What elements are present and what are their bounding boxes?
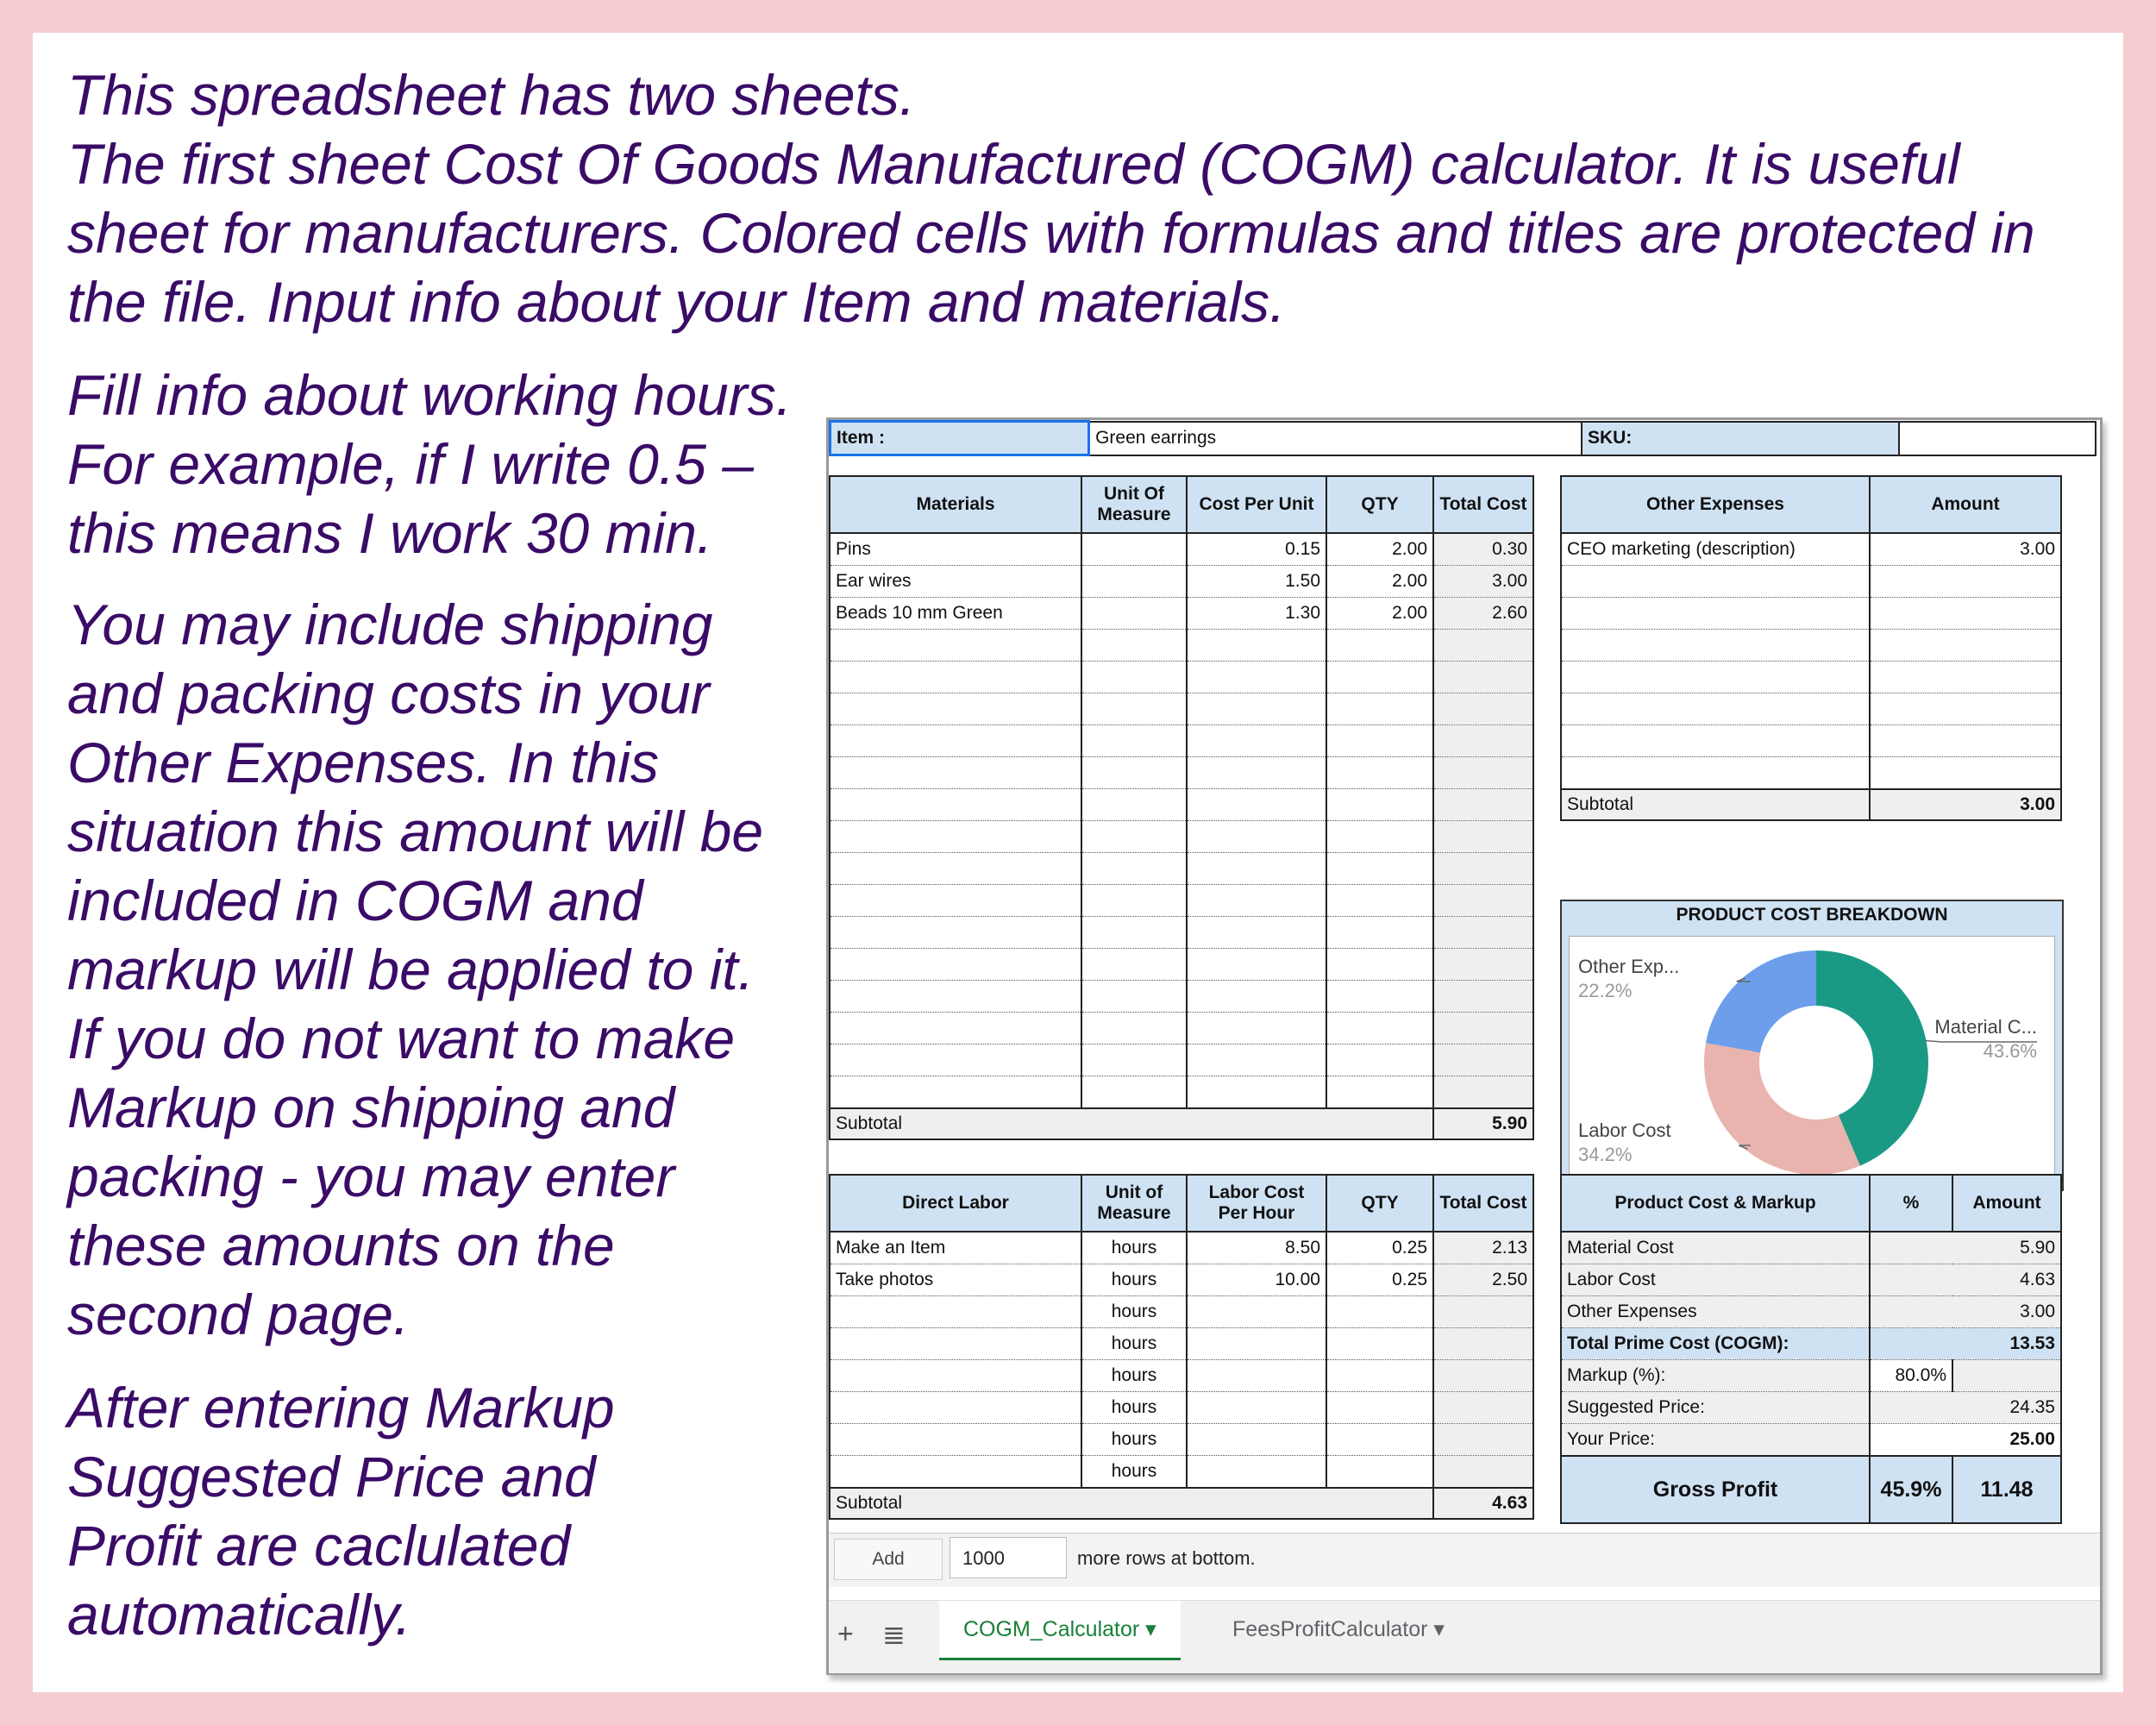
materials-cell[interactable] (1326, 757, 1433, 789)
labor-cell[interactable] (1187, 1360, 1326, 1392)
table-row (830, 533, 1533, 566)
table-row (830, 885, 1533, 917)
intro-text (67, 60, 2128, 336)
labor-cell: 2.50 (1433, 1264, 1533, 1296)
add-rows-button[interactable]: Add (834, 1539, 943, 1580)
materials-cell (1433, 757, 1533, 789)
slice-label: Labor Cost (1578, 1120, 1671, 1141)
labor-cell[interactable] (1187, 1296, 1326, 1328)
other-expenses-cell[interactable] (1870, 630, 2061, 662)
labor-cell[interactable]: hours (1081, 1264, 1187, 1296)
table-row (1561, 757, 2061, 790)
materials-header-4: Total Cost (1433, 476, 1533, 533)
labor-cell[interactable]: hours (1081, 1232, 1187, 1264)
subtotal-label: Subtotal (1561, 789, 1870, 820)
intro-line-4: the file. Input info about your Item and materials. (67, 270, 1286, 334)
materials-subtotal-value: 5.90 (1433, 1108, 1533, 1139)
materials-cell[interactable]: Pins (830, 533, 1081, 566)
materials-cell[interactable] (830, 789, 1081, 821)
materials-cell[interactable] (1187, 1044, 1326, 1076)
materials-cell (1433, 949, 1533, 981)
materials-cell[interactable]: 0.15 (1187, 533, 1326, 566)
other-expenses-header-0: Other Expenses (1561, 476, 1870, 533)
summary-header-amount: Amount (1952, 1175, 2061, 1232)
materials-cell[interactable] (1081, 566, 1187, 598)
materials-cell[interactable] (1081, 981, 1187, 1013)
materials-cell (1433, 917, 1533, 949)
table-row (830, 757, 1533, 789)
all-sheets-menu-icon[interactable]: ≣ (882, 1619, 906, 1650)
table-row (1561, 630, 2061, 662)
tab-fees-profit-calculator[interactable]: FeesProfitCalculator ▾ (1232, 1617, 1445, 1641)
materials-cell[interactable] (1326, 885, 1433, 917)
materials-cell[interactable] (1187, 662, 1326, 693)
slice-value-label: 22.2% (1578, 980, 1633, 1001)
intro-line-3: sheet for manufacturers. Colored cells with formulas and titles are protected in (67, 201, 2035, 265)
note-line: After entering Markup (67, 1376, 615, 1440)
labor-header-4: Total Cost (1433, 1175, 1533, 1232)
labor-cell[interactable] (830, 1424, 1081, 1456)
labor-cell (1433, 1456, 1533, 1489)
materials-cell[interactable] (1081, 885, 1187, 917)
item-label: Item : (830, 422, 1089, 455)
labor-header-row (830, 1175, 1533, 1232)
tab-cogm-calculator[interactable]: COGM_Calculator ▾ (939, 1601, 1181, 1660)
labor-cell[interactable]: Make an Item (830, 1232, 1081, 1264)
labor-cell[interactable] (830, 1328, 1081, 1360)
chart-plot-area (1569, 936, 2055, 1184)
table-row (830, 917, 1533, 949)
materials-cell (1433, 693, 1533, 725)
materials-cell[interactable]: 2.00 (1326, 533, 1433, 566)
other-expenses-cell[interactable] (1870, 757, 2061, 790)
add-sheet-icon[interactable]: + (837, 1618, 854, 1649)
note-line: If you do not want to make (67, 1007, 736, 1070)
spreadsheet (826, 417, 2103, 1675)
labor-header-0: Direct Labor (830, 1175, 1081, 1232)
material-cost-label: Material Cost (1561, 1232, 1870, 1264)
labor-cell: 2.13 (1433, 1232, 1533, 1264)
labor-cell[interactable] (830, 1392, 1081, 1424)
table-row (830, 1424, 1533, 1456)
materials-cell[interactable] (830, 853, 1081, 885)
labor-cell[interactable]: hours (1081, 1424, 1187, 1456)
summary-header-pct: % (1870, 1175, 1952, 1232)
materials-cell[interactable] (1326, 949, 1433, 981)
other-expenses-cell[interactable] (1870, 598, 2061, 630)
materials-cell[interactable] (1081, 1044, 1187, 1076)
materials-cell (1433, 725, 1533, 757)
labor-cell[interactable]: hours (1081, 1360, 1187, 1392)
materials-header-2: Cost Per Unit (1187, 476, 1326, 533)
materials-cell[interactable] (1326, 821, 1433, 853)
materials-cell[interactable] (1187, 949, 1326, 981)
materials-cell (1433, 1013, 1533, 1044)
table-row (830, 789, 1533, 821)
table-row (830, 725, 1533, 757)
sheet-tab-bar (829, 1600, 2100, 1673)
labor-cell (1433, 1360, 1533, 1392)
other-expenses-table (1560, 475, 2062, 821)
labor-cell[interactable] (1326, 1360, 1433, 1392)
labor-header-2: Labor Cost Per Hour (1187, 1175, 1326, 1232)
subtotal-label: Subtotal (830, 1488, 1433, 1519)
materials-cell[interactable] (830, 885, 1081, 917)
table-row (1561, 533, 2061, 566)
other-expenses-value: 3.00 (1870, 1296, 2061, 1328)
other-expenses-cell[interactable] (1561, 566, 1870, 598)
materials-cell[interactable] (1326, 789, 1433, 821)
materials-cell[interactable] (1081, 662, 1187, 693)
materials-cell[interactable] (830, 662, 1081, 693)
table-row (1561, 566, 2061, 598)
donut-chart-svg (1570, 937, 2054, 1183)
summary-table (1560, 1174, 2062, 1524)
table-row (830, 981, 1533, 1013)
materials-cell[interactable] (1081, 853, 1187, 885)
materials-cell[interactable] (1081, 1076, 1187, 1109)
materials-cell: 0.30 (1433, 533, 1533, 566)
other-expenses-cell[interactable] (1561, 693, 1870, 725)
labor-cell[interactable]: 0.25 (1326, 1264, 1433, 1296)
materials-header-0: Materials (830, 476, 1081, 533)
markup-note (67, 1373, 843, 1649)
table-row (830, 1076, 1533, 1109)
note-line: For example, if I write 0.5 – (67, 432, 754, 496)
materials-cell[interactable] (1081, 789, 1187, 821)
working-hours-note (67, 361, 843, 568)
table-row (830, 853, 1533, 885)
labor-cell[interactable]: hours (1081, 1296, 1187, 1328)
materials-cell[interactable] (830, 949, 1081, 981)
table-row (830, 1232, 1533, 1264)
materials-cell[interactable] (1081, 821, 1187, 853)
materials-cell[interactable] (830, 1013, 1081, 1044)
table-row (830, 1044, 1533, 1076)
materials-cell[interactable] (1326, 662, 1433, 693)
materials-cell[interactable] (1081, 757, 1187, 789)
materials-cell[interactable] (1081, 630, 1187, 662)
other-expenses-subtotal-value: 3.00 (1870, 789, 2061, 820)
materials-cell: 2.60 (1433, 598, 1533, 630)
labor-cell[interactable]: hours (1081, 1328, 1187, 1360)
labor-cell (1433, 1392, 1533, 1424)
item-value-cell[interactable]: Green earrings (1089, 422, 1582, 455)
materials-cell[interactable] (830, 630, 1081, 662)
table-row (1561, 725, 2061, 757)
materials-cell[interactable] (830, 693, 1081, 725)
materials-cell (1433, 1076, 1533, 1109)
materials-cell[interactable] (1081, 1013, 1187, 1044)
suggested-price-value: 24.35 (1870, 1392, 2061, 1424)
materials-header-1: Unit Of Measure (1081, 476, 1187, 533)
labor-cell[interactable] (1187, 1328, 1326, 1360)
labor-cell[interactable] (1326, 1392, 1433, 1424)
note-line: this means I work 30 min. (67, 501, 713, 565)
your-price-label: Your Price: (1561, 1424, 1870, 1457)
materials-cell[interactable] (1326, 1076, 1433, 1109)
materials-cell[interactable] (1187, 917, 1326, 949)
labor-cost-value: 4.63 (1870, 1264, 2061, 1296)
labor-cell[interactable] (830, 1296, 1081, 1328)
materials-cell[interactable] (830, 725, 1081, 757)
materials-cell[interactable] (1187, 789, 1326, 821)
labor-table (829, 1174, 1534, 1520)
other-expenses-header-1: Amount (1870, 476, 2061, 533)
materials-cell[interactable] (830, 917, 1081, 949)
shipping-note (67, 590, 843, 1349)
note-line: and packing costs in your (67, 662, 710, 725)
materials-header-3: QTY (1326, 476, 1433, 533)
materials-cell[interactable] (830, 1076, 1081, 1109)
materials-cell[interactable]: 1.30 (1187, 598, 1326, 630)
other-expenses-cell[interactable] (1870, 693, 2061, 725)
table-row (830, 630, 1533, 662)
content-card (33, 33, 2123, 1692)
table-row (830, 1392, 1533, 1424)
table-row (830, 1013, 1533, 1044)
labor-cell[interactable]: hours (1081, 1456, 1187, 1489)
labor-cell[interactable] (830, 1456, 1081, 1489)
materials-cell[interactable] (1326, 853, 1433, 885)
table-row (830, 1296, 1533, 1328)
your-price-input-cell[interactable]: 25.00 (1870, 1424, 2061, 1457)
materials-cell[interactable]: 2.00 (1326, 566, 1433, 598)
cost-breakdown-chart[interactable] (1560, 900, 2064, 1191)
table-row (830, 821, 1533, 853)
labor-cell[interactable]: hours (1081, 1392, 1187, 1424)
materials-cell[interactable] (1187, 981, 1326, 1013)
materials-cell[interactable] (1187, 821, 1326, 853)
labor-cell[interactable]: 0.25 (1326, 1232, 1433, 1264)
labor-cell[interactable] (1326, 1456, 1433, 1489)
table-row (1561, 693, 2061, 725)
materials-cell[interactable] (830, 981, 1081, 1013)
materials-cell[interactable] (1187, 693, 1326, 725)
materials-cell (1433, 1044, 1533, 1076)
materials-cell[interactable] (830, 757, 1081, 789)
labor-cell[interactable] (1187, 1392, 1326, 1424)
gross-profit-pct: 45.9% (1870, 1456, 1952, 1523)
materials-cell[interactable] (1326, 1044, 1433, 1076)
table-row (830, 1328, 1533, 1360)
materials-cell[interactable] (1326, 981, 1433, 1013)
materials-cell[interactable] (1081, 725, 1187, 757)
sku-label: SKU: (1582, 422, 1899, 455)
materials-subtotal-row (830, 1108, 1533, 1139)
note-line: Suggested Price and (67, 1445, 596, 1509)
materials-cell (1433, 662, 1533, 693)
summary-header-title: Product Cost & Markup (1561, 1175, 1870, 1232)
materials-cell[interactable] (830, 821, 1081, 853)
table-row (830, 598, 1533, 630)
subtotal-label: Subtotal (830, 1108, 1433, 1139)
table-row (830, 1264, 1533, 1296)
labor-cell[interactable]: 10.00 (1187, 1264, 1326, 1296)
prime-cost-label: Total Prime Cost (COGM): (1561, 1328, 1870, 1360)
chart-title: PRODUCT COST BREAKDOWN (1676, 905, 1948, 925)
labor-cell[interactable]: Take photos (830, 1264, 1081, 1296)
materials-cell[interactable]: 2.00 (1326, 598, 1433, 630)
markup-spacer (1952, 1360, 2061, 1392)
materials-cell[interactable]: Beads 10 mm Green (830, 598, 1081, 630)
materials-cell[interactable] (1326, 917, 1433, 949)
labor-cell[interactable] (830, 1360, 1081, 1392)
markup-input-cell[interactable]: 80.0% (1870, 1360, 1952, 1392)
other-expenses-label: Other Expenses (1561, 1296, 1870, 1328)
add-rows-text: more rows at bottom. (1077, 1547, 1256, 1569)
other-expenses-cell[interactable] (1561, 662, 1870, 693)
materials-table (829, 475, 1534, 1140)
other-expenses-cell[interactable]: 3.00 (1870, 533, 2061, 566)
materials-cell[interactable] (1187, 853, 1326, 885)
labor-cost-label: Labor Cost (1561, 1264, 1870, 1296)
note-line: You may include shipping (67, 593, 713, 656)
materials-cell[interactable] (1326, 693, 1433, 725)
suggested-price-label: Suggested Price: (1561, 1392, 1870, 1424)
table-row (830, 662, 1533, 693)
materials-cell[interactable] (1187, 725, 1326, 757)
materials-cell (1433, 630, 1533, 662)
intro-line-2: The first sheet Cost Of Goods Manufactured (COGM) calculator. It is useful (67, 132, 1960, 196)
other-expenses-cell[interactable]: CEO marketing (description) (1561, 533, 1870, 566)
item-row (829, 420, 2096, 456)
materials-cell (1433, 821, 1533, 853)
materials-cell (1433, 853, 1533, 885)
slice-value-label: 34.2% (1578, 1144, 1633, 1165)
note-line: second page. (67, 1283, 410, 1346)
note-line: Fill info about working hours. (67, 363, 793, 427)
note-line: situation this amount will be (67, 800, 764, 863)
table-row (830, 1360, 1533, 1392)
donut-slice[interactable] (1706, 950, 1816, 1052)
prime-cost-value: 13.53 (1870, 1328, 2061, 1360)
materials-cell (1433, 789, 1533, 821)
materials-cell[interactable] (1187, 630, 1326, 662)
other-expenses-header-row (1561, 476, 2061, 533)
table-row (830, 566, 1533, 598)
materials-cell[interactable]: Ear wires (830, 566, 1081, 598)
other-expenses-subtotal-row (1561, 789, 2061, 820)
sku-value-cell[interactable] (1899, 422, 2096, 455)
markup-label: Markup (%): (1561, 1360, 1870, 1392)
materials-cell (1433, 981, 1533, 1013)
slice-label: Other Exp... (1578, 956, 1680, 977)
labor-cell (1433, 1424, 1533, 1456)
slice-value-label: 43.6% (1983, 1040, 2037, 1062)
materials-cell[interactable] (1187, 1076, 1326, 1109)
labor-cell (1433, 1328, 1533, 1360)
materials-cell[interactable] (1081, 693, 1187, 725)
gross-profit-label: Gross Profit (1561, 1456, 1870, 1523)
materials-header-row (830, 476, 1533, 533)
labor-cell[interactable] (1326, 1424, 1433, 1456)
labor-cell[interactable] (1187, 1424, 1326, 1456)
table-row (830, 1456, 1533, 1489)
materials-cell[interactable]: 1.50 (1187, 566, 1326, 598)
note-line: Profit are caclulated (67, 1514, 571, 1578)
materials-cell[interactable] (1081, 917, 1187, 949)
note-line: markup will be applied to it. (67, 938, 755, 1001)
materials-cell[interactable] (1081, 533, 1187, 566)
labor-cell[interactable] (1326, 1328, 1433, 1360)
labor-cell[interactable]: 8.50 (1187, 1232, 1326, 1264)
table-row (830, 693, 1533, 725)
labor-cell[interactable] (1187, 1456, 1326, 1489)
note-line: these amounts on the (67, 1214, 615, 1277)
other-expenses-cell[interactable] (1870, 662, 2061, 693)
other-expenses-cell[interactable] (1561, 630, 1870, 662)
labor-subtotal-value: 4.63 (1433, 1488, 1533, 1519)
materials-cell[interactable] (1081, 949, 1187, 981)
donut-slice[interactable] (1704, 1043, 1860, 1175)
note-line: Other Expenses. In this (67, 731, 660, 794)
other-expenses-cell[interactable] (1561, 757, 1870, 790)
materials-cell[interactable] (830, 1044, 1081, 1076)
note-line: Markup on shipping and (67, 1076, 675, 1139)
note-line: included in COGM and (67, 869, 643, 932)
table-row (1561, 598, 2061, 630)
materials-cell[interactable] (1081, 598, 1187, 630)
materials-cell (1433, 885, 1533, 917)
materials-cell[interactable] (1326, 1013, 1433, 1044)
table-row (1561, 662, 2061, 693)
gross-profit-value: 11.48 (1952, 1456, 2061, 1523)
other-expenses-cell[interactable] (1870, 725, 2061, 757)
materials-cell[interactable] (1326, 630, 1433, 662)
labor-header-3: QTY (1326, 1175, 1433, 1232)
add-rows-bar (829, 1533, 2100, 1587)
materials-cell[interactable] (1326, 725, 1433, 757)
other-expenses-cell[interactable] (1870, 566, 2061, 598)
other-expenses-cell[interactable] (1561, 598, 1870, 630)
materials-cell[interactable] (1187, 885, 1326, 917)
table-row (830, 949, 1533, 981)
materials-cell[interactable] (1187, 1013, 1326, 1044)
labor-subtotal-row (830, 1488, 1533, 1519)
labor-header-1: Unit of Measure (1081, 1175, 1187, 1232)
other-expenses-cell[interactable] (1561, 725, 1870, 757)
material-cost-value: 5.90 (1870, 1232, 2061, 1264)
add-rows-count-input[interactable]: 1000 (950, 1537, 1067, 1578)
intro-line-1: This spreadsheet has two sheets. (67, 63, 916, 127)
materials-cell[interactable] (1187, 757, 1326, 789)
labor-cell[interactable] (1326, 1296, 1433, 1328)
labor-cell (1433, 1296, 1533, 1328)
note-line: automatically. (67, 1583, 411, 1647)
materials-cell: 3.00 (1433, 566, 1533, 598)
note-line: packing - you may enter (67, 1145, 675, 1208)
slice-label: Material C... (1934, 1016, 2037, 1038)
